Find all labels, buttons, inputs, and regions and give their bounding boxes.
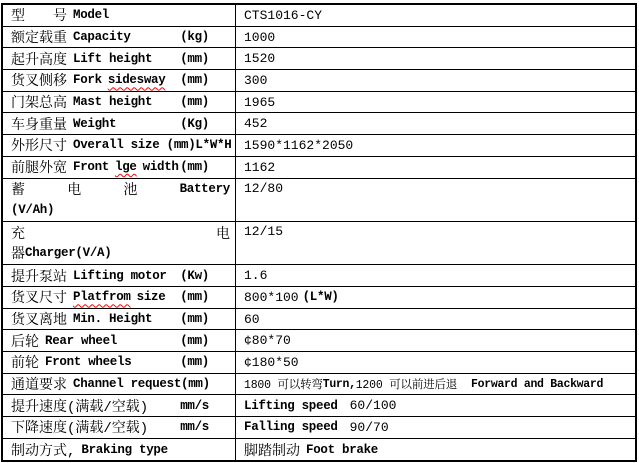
spec-label-cell	[3, 113, 236, 134]
spec-value-cell	[236, 135, 635, 156]
spec-label-cell	[3, 27, 236, 48]
label-en: Capacity	[73, 30, 131, 45]
label-en: width	[142, 160, 179, 175]
label-unit: mm/s	[180, 398, 209, 413]
spec-row-model	[3, 5, 635, 27]
spec-row-capacity	[3, 27, 635, 49]
label-zh: 前腿外宽	[11, 161, 67, 178]
label-unit: (mm)	[180, 51, 209, 66]
spec-value-cell	[236, 48, 635, 69]
label-zh: 通道要求	[11, 378, 67, 395]
value-text-bold: Forward and Backward	[471, 377, 604, 391]
label-unit: (mm)	[180, 160, 209, 175]
value-text: CTS1016-CY	[244, 7, 323, 23]
spec-value-cell	[236, 309, 635, 330]
label-unit: (V/A)	[75, 246, 112, 261]
label-zh: 电	[67, 183, 82, 200]
spec-value-cell	[236, 330, 635, 351]
label-unit: (kg)	[180, 30, 209, 45]
spec-label-cell	[3, 92, 236, 113]
label-en: Channel request	[73, 377, 182, 392]
label-unit: (mm)	[180, 73, 209, 88]
label-zh: 外形尺寸	[11, 139, 67, 156]
value-text: 1.6	[244, 268, 268, 284]
value-text: 1000	[244, 29, 276, 45]
specification-table	[1, 3, 637, 462]
spec-label-cell	[3, 330, 236, 351]
spec-row-lift-height	[3, 48, 635, 70]
label-zh: 货叉侧移	[11, 74, 67, 91]
value-text: 1800 可以转弯	[244, 379, 323, 393]
value-text: 90/70	[349, 419, 389, 435]
spec-value-cell	[236, 374, 635, 395]
label-unit: (mm)	[180, 355, 209, 370]
spec-row-min-height	[3, 309, 635, 331]
label-en: Mast height	[73, 95, 153, 110]
label-zh: 下降速度(满载/空载)	[11, 421, 149, 438]
spec-value-cell	[236, 395, 635, 416]
spec-row-channel-request	[3, 374, 635, 396]
value-text: 1162	[244, 159, 276, 175]
label-unit: (mm)	[180, 290, 209, 305]
value-text: 452	[244, 116, 268, 132]
label-en-misspelled: lge	[115, 160, 137, 175]
spec-label-cell	[3, 48, 236, 69]
label-unit: (Kg)	[180, 116, 209, 131]
label-en: Fork	[73, 73, 102, 88]
spec-label-cell	[3, 374, 236, 395]
label-en: Min. Height	[73, 312, 153, 326]
spec-value-cell	[236, 265, 635, 286]
label-zh: 起升高度	[11, 52, 67, 69]
spec-row-falling-speed	[3, 417, 635, 439]
label-unit: (mm)	[180, 95, 209, 110]
label-zh: 电	[216, 226, 230, 243]
spec-value-cell	[236, 179, 635, 221]
value-text-bold: Lifting speed	[244, 398, 338, 413]
charger-label-line2	[11, 243, 235, 264]
value-text-bold: Falling speed	[244, 420, 338, 435]
label-zh: 蓄	[11, 183, 25, 200]
label-zh: 充	[11, 226, 25, 243]
label-en: Braking type	[81, 442, 168, 457]
spec-label-cell	[3, 395, 236, 416]
label-en: size	[136, 290, 166, 305]
spec-value-cell	[236, 92, 635, 113]
value-text: ¢80*70	[244, 333, 291, 349]
spec-label-cell	[3, 309, 236, 330]
spec-value-cell	[236, 5, 635, 26]
label-en: Model	[73, 8, 110, 23]
label-unit: (Kw)	[180, 268, 209, 283]
spec-value-cell	[236, 439, 635, 461]
spec-row-weight	[3, 113, 635, 135]
label-zh: 车身重量	[11, 117, 67, 134]
label-en: Battery	[179, 182, 230, 197]
label-zh: 提升泵站	[11, 269, 67, 286]
spec-value-cell	[236, 113, 635, 134]
label-zh: 货叉尺寸	[11, 291, 67, 308]
spec-value-cell	[236, 287, 635, 308]
value-text: 1590*1162*2050	[244, 137, 354, 153]
spec-label-cell	[3, 287, 236, 308]
label-zh: 后轮	[11, 334, 39, 351]
label-unit: mm/s	[180, 420, 209, 435]
label-zh: 提升速度(满载/空载)	[11, 399, 149, 416]
value-text: 1965	[244, 94, 276, 110]
spec-row-front-leg-width	[3, 157, 635, 179]
label-en-misspelled: Platfrom	[73, 290, 131, 305]
spec-value-cell	[236, 222, 635, 264]
spec-value-cell	[236, 27, 635, 48]
spec-label-cell	[3, 222, 236, 264]
spec-row-fork-sidesway	[3, 70, 635, 92]
label-en: Rear wheel	[45, 333, 118, 348]
value-text: ¢180*50	[244, 354, 299, 370]
value-text: 60	[244, 311, 260, 327]
spec-label-cell	[3, 70, 236, 91]
value-text: 1520	[244, 51, 276, 67]
value-text-bold: (L*W)	[302, 290, 339, 305]
spec-label-cell	[3, 265, 236, 286]
spec-value-cell	[236, 352, 635, 373]
spec-label-cell	[3, 179, 236, 221]
spec-row-platform-size	[3, 287, 635, 309]
label-zh: 池	[123, 183, 138, 200]
spec-value-cell	[236, 417, 635, 438]
spec-row-mast-height	[3, 92, 635, 114]
value-text: 1200 可以前进后退	[355, 379, 458, 393]
label-zh: 货叉离地	[11, 313, 67, 329]
spec-row-rear-wheel	[3, 330, 635, 352]
label-en: Weight	[73, 116, 117, 131]
label-en: Overall size (mm)L*W*H	[73, 138, 232, 153]
value-text: 60/100	[349, 398, 397, 414]
spec-label-cell	[3, 439, 236, 461]
spec-label-cell	[3, 135, 236, 156]
label-zh: 额定载重	[11, 31, 67, 48]
value-zh: 脚踏制动	[244, 443, 300, 460]
label-unit: (mm)	[181, 377, 210, 392]
label-unit: (mm)	[180, 312, 209, 326]
label-en: Front wheels	[45, 355, 132, 370]
spec-row-battery	[3, 179, 635, 222]
spec-row-overall-size	[3, 135, 635, 157]
label-zh: 型 号	[11, 9, 67, 26]
spec-label-cell	[3, 5, 236, 26]
charger-label-line1	[11, 223, 235, 244]
label-unit: (mm)	[180, 333, 209, 348]
spec-value-cell	[236, 157, 635, 178]
label-zh: 前轮	[11, 356, 39, 373]
value-text: 300	[244, 72, 268, 88]
value-text: 12/80	[244, 180, 284, 196]
spec-row-braking-type	[3, 439, 635, 461]
label-en: Lift height	[73, 51, 153, 66]
spec-row-lifting-motor	[3, 265, 635, 287]
value-text-bold: Foot brake	[306, 442, 379, 457]
battery-label-line2	[11, 200, 235, 221]
spec-row-charger	[3, 222, 635, 265]
label-en: Charger	[25, 246, 76, 261]
label-zh: 门架总高	[11, 96, 67, 113]
spec-label-cell	[3, 417, 236, 438]
label-zh: 制动方式,	[11, 443, 76, 460]
label-en: Front	[73, 160, 110, 175]
value-text: 12/15	[244, 223, 284, 239]
spec-label-cell	[3, 352, 236, 373]
spec-row-lifting-speed	[3, 395, 635, 417]
battery-label-line1	[11, 179, 235, 200]
value-text: 800*100	[244, 289, 299, 305]
label-zh: 器	[11, 247, 25, 264]
label-unit: (V/Ah)	[11, 202, 55, 217]
spec-value-cell	[236, 70, 635, 91]
spec-label-cell	[3, 157, 236, 178]
value-text-bold: Turn,	[322, 377, 356, 391]
spec-row-front-wheels	[3, 352, 635, 374]
label-en-misspelled: sidesway	[107, 73, 166, 88]
label-en: Lifting motor	[73, 268, 167, 283]
